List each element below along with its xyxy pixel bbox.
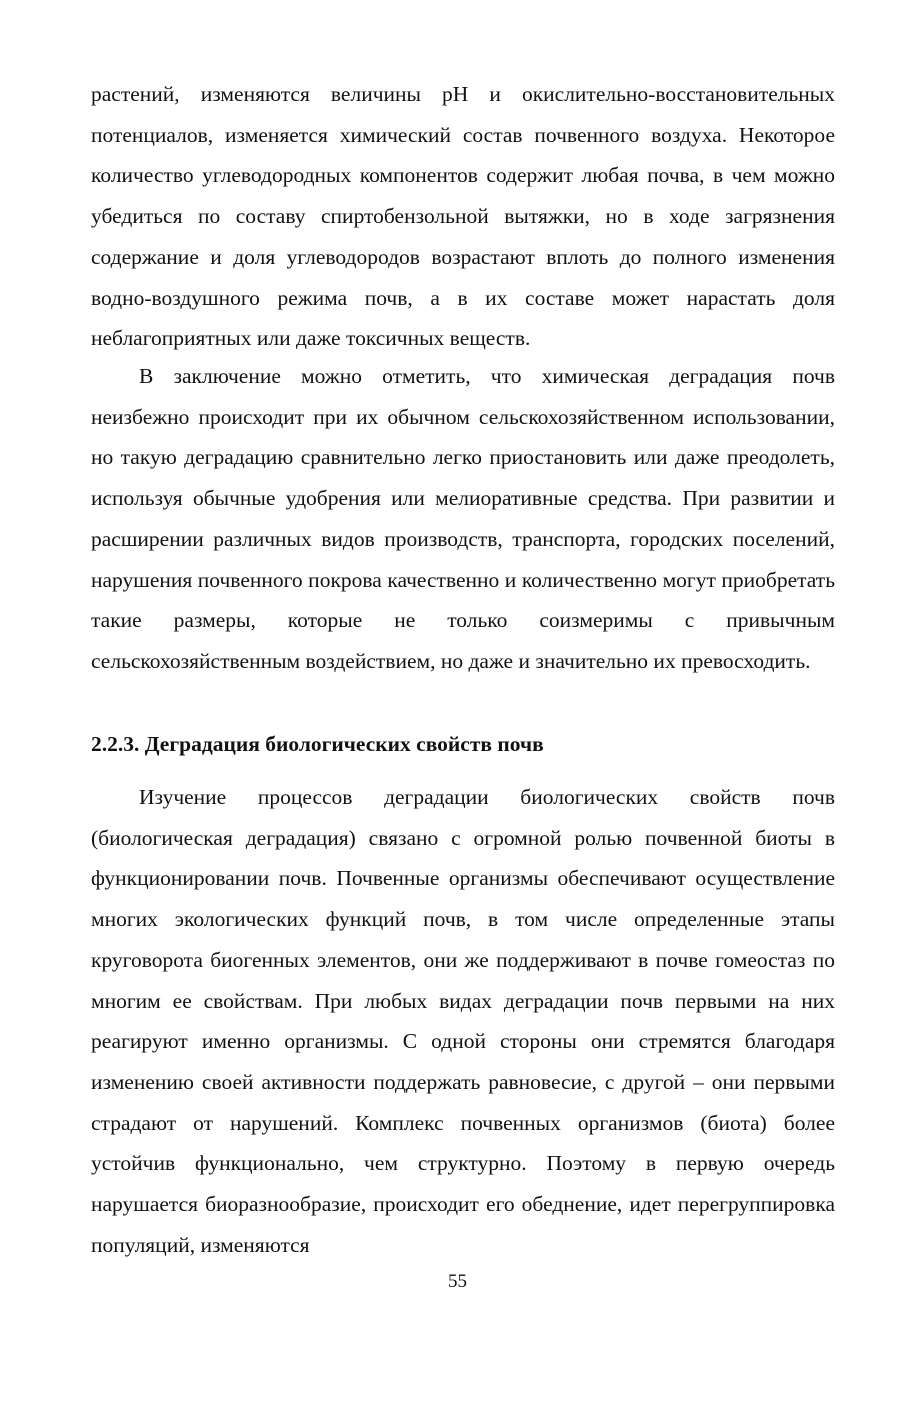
- paragraph-text-1: растений, изменяются величины pH и окислительно-восстановительных потенциалов, изменяется химический состав почвенного воздуха. Некоторое количество углеводородных компонентов содержит любая почва, в чем можно убедиться по составу спиртобензольной вытяжки, но в ходе загрязнения содержание и доля углеводородов возрастают вплоть до полного изменения водно-воздушного режима почв, а в их составе может нарастать доля неблагоприятных или даже токсичных веществ.: [91, 82, 835, 351]
- paragraph-continued: [91, 74, 835, 359]
- paragraph-section: [91, 777, 835, 1265]
- paragraph-conclusion: [91, 356, 835, 682]
- paragraph-text-3: Изучение процессов деградации биологических свойств почв (биологическая деградация) связано с огромной ролью почвенной биоты в функционировании почв. Почвенные организмы обеспечивают осуществление многих экологических функций почв, в том числе определенные этапы круговорота биогенных элементов, они же поддерживают в почве гомеостаз по многим ее свойствам. При любых видах деградации почв первыми на них реагируют именно организмы. С одной стороны они стремятся благодаря изменению своей активности поддержать равновесие, с другой – они первыми страдают от нарушений. Комплекс почвенных организмов (биота) более устойчив функционально, чем структурно. Поэтому в первую очередь нарушается биоразнообразие, происходит его обеднение, идет перегруппировка популяций, изменяются: [91, 785, 835, 1257]
- page-number: 55: [448, 1271, 467, 1292]
- paragraph-text-2: В заключение можно отметить, что химическая деградация почв неизбежно происходит при их обычном сельскохозяйственном использовании, но такую деградацию сравнительно легко приостановить или даже преодолеть, используя обычные удобрения или мелиоративные средства. При развитии и расширении различных видов производств, транспорта, городских поселений, нарушения почвенного покрова качественно и количественно могут приобретать такие размеры, которые не только соизмеримы с привычным сельскохозяйственным воздействием, но даже и значительно их превосходить.: [91, 364, 835, 673]
- section-heading: 2.2.3. Деградация биологических свойств почв: [91, 732, 544, 756]
